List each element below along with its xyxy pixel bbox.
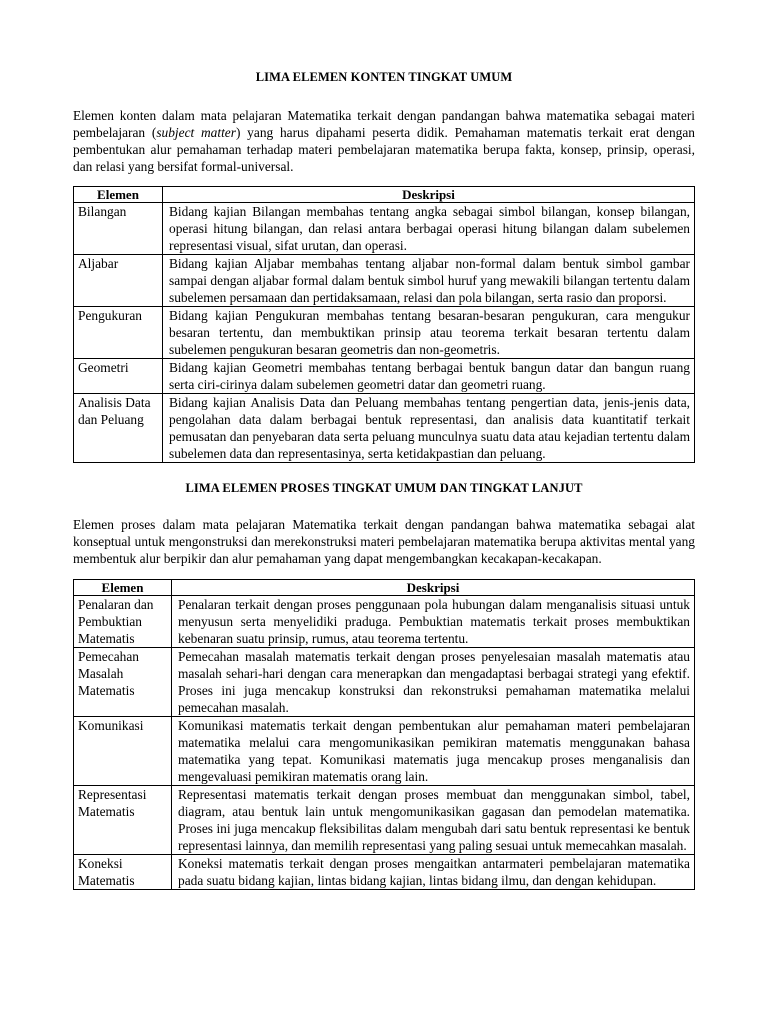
- table-row: [74, 255, 695, 307]
- element-name-cell: Pemecahan Masalah Matematis: [74, 648, 172, 717]
- table-row: [74, 203, 695, 255]
- table-header-row: [74, 187, 695, 203]
- description-cell: Bidang kajian Geometri membahas tentang berbagai bentuk bangun datar dan bangun ruang serta ciri-cirinya dalam subelemen geometri datar dan geometri ruang.: [163, 359, 695, 394]
- document-page: [73, 60, 695, 890]
- intro-paragraph-content: [73, 107, 695, 175]
- description-cell: Komunikasi matematis terkait dengan pembentukan alur pemahaman materi pembelajaran matematika melalui cara mengomunikasikan pemikiran matematis menggunakan bahasa matematika yang tepat. Komunikasi matematis juga mencakup proses menganalisis dan mengevaluasi pemikiran matematis orang lain.: [172, 717, 695, 786]
- element-name-cell: Pengukuran: [74, 307, 163, 359]
- element-name-cell: Analisis Data dan Peluang: [74, 394, 163, 463]
- section-title-content-elements: LIMA ELEMEN KONTEN TINGKAT UMUM: [255, 70, 513, 84]
- description-cell: Bidang kajian Bilangan membahas tentang angka sebagai simbol bilangan, konsep bilangan, operasi hitung bilangan, dan relasi antara berbagai operasi hitung bilangan dalam subelemen representasi visual, sifat urutan, dan operasi.: [163, 203, 695, 255]
- content-elements-table: [73, 186, 695, 463]
- table-header-row: [74, 580, 695, 596]
- intro-paragraph-process: Elemen proses dalam mata pelajaran Matematika terkait dengan pandangan bahwa matematika sebagai alat konseptual untuk mengonstruksi dan merekonstruksi materi pembelajaran matematika berupa aktivitas mental yang membentuk alur berpikir dan alur pemahaman yang dapat mengembangkan kecakapan-kecakapan.: [73, 517, 695, 566]
- intro-text-start: Elemen konten dalam mata pelajaran Matematika terkait dengan pandangan bahwa matematika sebagai materi pembelajaran (: [73, 108, 695, 140]
- table-row: [74, 394, 695, 463]
- process-elements-table: [73, 579, 695, 890]
- intro-text-end: ) yang harus dipahami peserta didik. Pemahaman matematis terkait erat dengan pembentukan alur pemahaman terhadap materi pembelajaran matematika berupa fakta, konsep, prinsip, operasi, dan relasi yang bersifat formal-universal.: [73, 125, 695, 174]
- table-row: [74, 307, 695, 359]
- table-row: [74, 648, 695, 717]
- table-row: [74, 855, 695, 890]
- table-row: [74, 717, 695, 786]
- element-name-cell: Komunikasi: [74, 717, 172, 786]
- section-title-process-elements: LIMA ELEMEN PROSES TINGKAT UMUM DAN TINGKAT LANJUT: [185, 481, 583, 495]
- element-name-cell: Geometri: [74, 359, 163, 394]
- element-name-cell: Aljabar: [74, 255, 163, 307]
- description-cell: Koneksi matematis terkait dengan proses mengaitkan antarmateri pembelajaran matematika pada suatu bidang kajian, lintas bidang kajian, lintas bidang ilmu, dan dengan kehidupan.: [172, 855, 695, 890]
- table-row: [74, 596, 695, 648]
- column-header-element: Elemen: [74, 580, 172, 596]
- table-row: [74, 786, 695, 855]
- description-cell: Bidang kajian Pengukuran membahas tentang besaran-besaran pengukuran, cara mengukur besaran tertentu, dan membuktikan prinsip atau teorema terkait besaran tertentu dalam subelemen pengukuran besaran geometris dan non-geometris.: [163, 307, 695, 359]
- description-cell: Penalaran terkait dengan proses penggunaan pola hubungan dalam menganalisis situasi untuk menyusun serta menyelidiki praduga. Pembuktian matematis terkait proses membuktikan kebenaran suatu prinsip, rumus, atau teorema tertentu.: [172, 596, 695, 648]
- description-cell: Bidang kajian Aljabar membahas tentang aljabar non-formal dalam bentuk simbol gambar sampai dengan aljabar formal dalam bentuk simbol huruf yang mewakili bilangan tertentu dalam subelemen persamaan dan pertidaksamaan, relasi dan pola bilangan, serta rasio dan proporsi.: [163, 255, 695, 307]
- element-name-cell: Koneksi Matematis: [74, 855, 172, 890]
- element-name-cell: Bilangan: [74, 203, 163, 255]
- column-header-description: Deskripsi: [172, 580, 695, 596]
- column-header-description: Deskripsi: [163, 187, 695, 203]
- description-cell: Pemecahan masalah matematis terkait dengan proses penyelesaian masalah matematis atau masalah sehari-hari dengan cara menerapkan dan mengadaptasi berbagai strategi yang efektif. Proses ini juga mencakup konstruksi dan rekonstruksi pemahaman matematika melalui pemecahan masalah.: [172, 648, 695, 717]
- element-name-cell: Representasi Matematis: [74, 786, 172, 855]
- intro-text-italic: subject matter: [156, 125, 236, 140]
- column-header-element: Elemen: [74, 187, 163, 203]
- description-cell: Bidang kajian Analisis Data dan Peluang membahas tentang pengertian data, jenis-jenis data, pengolahan data dalam berbagai bentuk representasi, dan analisis data kuantitatif terkait pemusatan dan penyebaran data serta peluang munculnya suatu data atau kejadian tertentu dalam subelemen data dan representasinya, serta ketidakpastian dan peluang.: [163, 394, 695, 463]
- description-cell: Representasi matematis terkait dengan proses membuat dan menggunakan simbol, tabel, diagram, atau bentuk lain untuk mengomunikasikan gagasan dan pemodelan matematika. Proses ini juga mencakup fleksibilitas dalam mengubah dari satu bentuk representasi ke bentuk representasi lainnya, dan memilih representasi yang paling sesuai untuk memecahkan masalah.: [172, 786, 695, 855]
- table-row: [74, 359, 695, 394]
- element-name-cell: Penalaran dan Pembuktian Matematis: [74, 596, 172, 648]
